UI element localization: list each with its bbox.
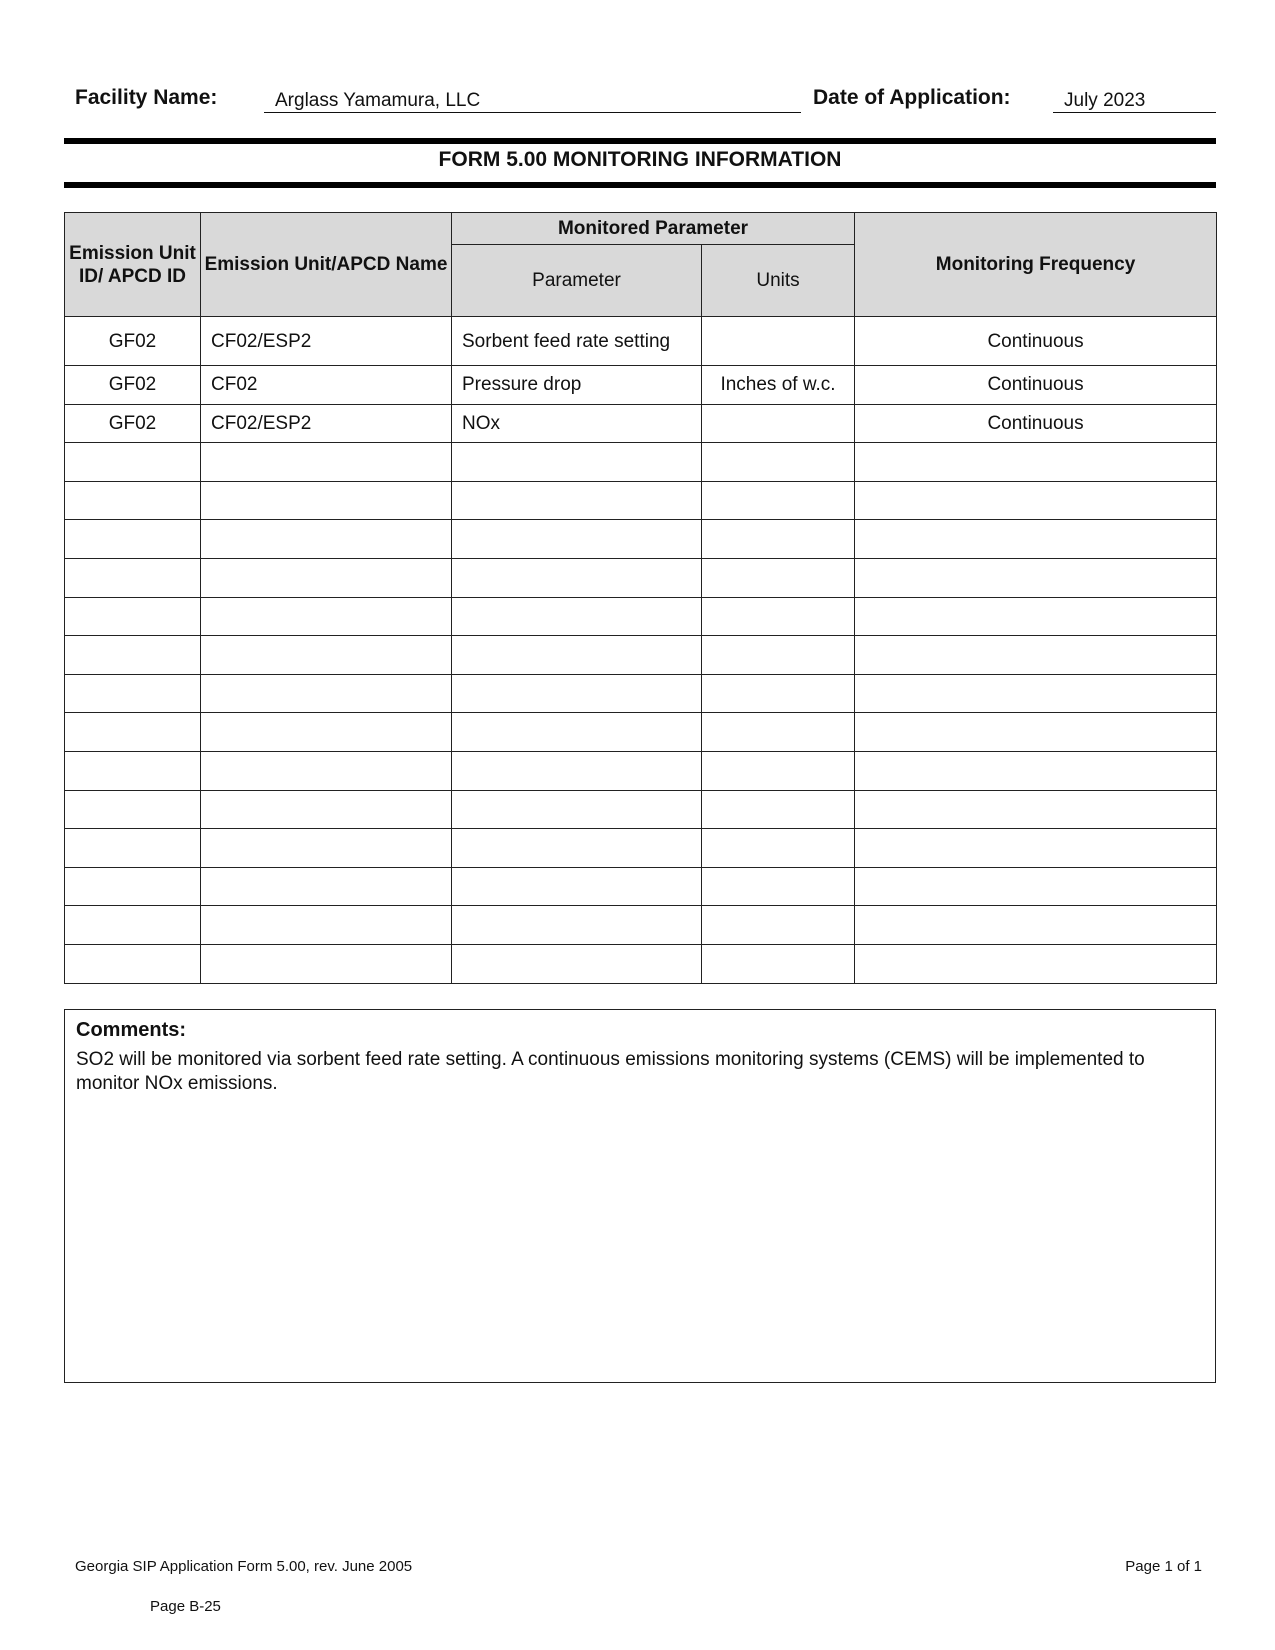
table-row	[65, 906, 1217, 945]
cell-units: Inches of w.c.	[702, 366, 855, 405]
date-of-application-label: Date of Application:	[813, 86, 1011, 109]
date-of-application-value: July 2023	[1053, 90, 1216, 113]
monitoring-table	[64, 212, 1217, 984]
cell-unit-name	[201, 520, 452, 559]
cell-unit-name	[201, 867, 452, 906]
cell-unit-id	[65, 944, 201, 983]
cell-units	[702, 404, 855, 443]
table-row	[65, 597, 1217, 636]
cell-unit-id	[65, 674, 201, 713]
table-row	[65, 520, 1217, 559]
cell-frequency	[855, 674, 1217, 713]
cell-unit-name	[201, 944, 452, 983]
cell-unit-id: GF02	[65, 317, 201, 366]
cell-unit-id	[65, 867, 201, 906]
cell-unit-name: CF02	[201, 366, 452, 405]
cell-unit-name: CF02/ESP2	[201, 404, 452, 443]
cell-parameter	[452, 443, 702, 482]
table-row	[65, 317, 1217, 366]
cell-parameter: NOx	[452, 404, 702, 443]
cell-parameter	[452, 944, 702, 983]
header-unit-id: Emission Unit ID/ APCD ID	[65, 213, 201, 317]
cell-parameter	[452, 751, 702, 790]
cell-parameter	[452, 674, 702, 713]
cell-unit-name	[201, 674, 452, 713]
cell-units	[702, 597, 855, 636]
footer-page-count: Page 1 of 1	[1125, 1558, 1202, 1575]
cell-units	[702, 636, 855, 675]
cell-frequency	[855, 906, 1217, 945]
cell-unit-id	[65, 520, 201, 559]
cell-frequency	[855, 867, 1217, 906]
table-row	[65, 481, 1217, 520]
cell-parameter: Pressure drop	[452, 366, 702, 405]
table-row	[65, 790, 1217, 829]
cell-frequency	[855, 443, 1217, 482]
header-monitoring-frequency: Monitoring Frequency	[855, 213, 1217, 317]
header-monitored-parameter: Monitored Parameter	[452, 213, 855, 245]
bottom-rule	[64, 182, 1216, 188]
cell-frequency: Continuous	[855, 317, 1217, 366]
cell-frequency	[855, 829, 1217, 868]
comments-label: Comments:	[76, 1019, 187, 1041]
table-body	[65, 317, 1217, 984]
cell-unit-id	[65, 443, 201, 482]
cell-unit-id	[65, 790, 201, 829]
cell-parameter	[452, 867, 702, 906]
header-unit-name: Emission Unit/APCD Name	[201, 213, 452, 317]
cell-unit-name	[201, 636, 452, 675]
cell-unit-name	[201, 558, 452, 597]
cell-unit-name	[201, 481, 452, 520]
cell-parameter	[452, 829, 702, 868]
table-row	[65, 829, 1217, 868]
cell-frequency	[855, 481, 1217, 520]
cell-units	[702, 867, 855, 906]
cell-frequency	[855, 597, 1217, 636]
cell-unit-name	[201, 443, 452, 482]
cell-units	[702, 520, 855, 559]
footer-form-revision: Georgia SIP Application Form 5.00, rev. June 2005	[75, 1558, 413, 1575]
header-units: Units	[702, 245, 855, 317]
table-row	[65, 944, 1217, 983]
cell-parameter	[452, 597, 702, 636]
table-row	[65, 674, 1217, 713]
cell-units	[702, 558, 855, 597]
cell-unit-id	[65, 713, 201, 752]
cell-frequency	[855, 713, 1217, 752]
table-row	[65, 867, 1217, 906]
cell-frequency	[855, 944, 1217, 983]
cell-unit-id: GF02	[65, 366, 201, 405]
cell-unit-name	[201, 751, 452, 790]
table-row	[65, 443, 1217, 482]
cell-parameter	[452, 558, 702, 597]
table-row	[65, 558, 1217, 597]
facility-name-value: Arglass Yamamura, LLC	[264, 90, 801, 113]
cell-frequency: Continuous	[855, 404, 1217, 443]
cell-unit-name	[201, 906, 452, 945]
cell-unit-id	[65, 636, 201, 675]
footer-page-number: Page B-25	[150, 1598, 221, 1615]
cell-frequency	[855, 636, 1217, 675]
cell-units	[702, 751, 855, 790]
cell-unit-id	[65, 558, 201, 597]
cell-units	[702, 944, 855, 983]
table-row	[65, 636, 1217, 675]
cell-unit-id	[65, 597, 201, 636]
cell-parameter	[452, 906, 702, 945]
cell-unit-name	[201, 597, 452, 636]
header-parameter: Parameter	[452, 245, 702, 317]
cell-parameter	[452, 636, 702, 675]
cell-unit-id	[65, 829, 201, 868]
cell-units	[702, 790, 855, 829]
cell-units	[702, 481, 855, 520]
table-row	[65, 366, 1217, 405]
cell-unit-name: CF02/ESP2	[201, 317, 452, 366]
cell-unit-id	[65, 751, 201, 790]
cell-units	[702, 906, 855, 945]
cell-frequency	[855, 520, 1217, 559]
cell-unit-id: GF02	[65, 404, 201, 443]
cell-frequency	[855, 558, 1217, 597]
cell-unit-id	[65, 481, 201, 520]
cell-units	[702, 829, 855, 868]
cell-parameter: Sorbent feed rate setting	[452, 317, 702, 366]
table-row	[65, 751, 1217, 790]
cell-units	[702, 674, 855, 713]
cell-frequency	[855, 790, 1217, 829]
table-row	[65, 713, 1217, 752]
cell-parameter	[452, 790, 702, 829]
cell-unit-id	[65, 906, 201, 945]
cell-frequency: Continuous	[855, 366, 1217, 405]
form-title: FORM 5.00 MONITORING INFORMATION	[438, 148, 842, 171]
cell-parameter	[452, 481, 702, 520]
cell-frequency	[855, 751, 1217, 790]
cell-unit-name	[201, 713, 452, 752]
cell-unit-name	[201, 790, 452, 829]
top-rule	[64, 138, 1216, 144]
comments-text: SO2 will be monitored via sorbent feed rate setting. A continuous emissions monitoring systems (CEMS) will be implemented to monitor NOx emissions.	[76, 1049, 1145, 1094]
cell-unit-name	[201, 829, 452, 868]
facility-name-label: Facility Name:	[75, 86, 218, 109]
cell-units	[702, 317, 855, 366]
cell-units	[702, 713, 855, 752]
cell-parameter	[452, 520, 702, 559]
table-row	[65, 404, 1217, 443]
cell-parameter	[452, 713, 702, 752]
cell-units	[702, 443, 855, 482]
comments-box	[64, 1009, 1216, 1383]
